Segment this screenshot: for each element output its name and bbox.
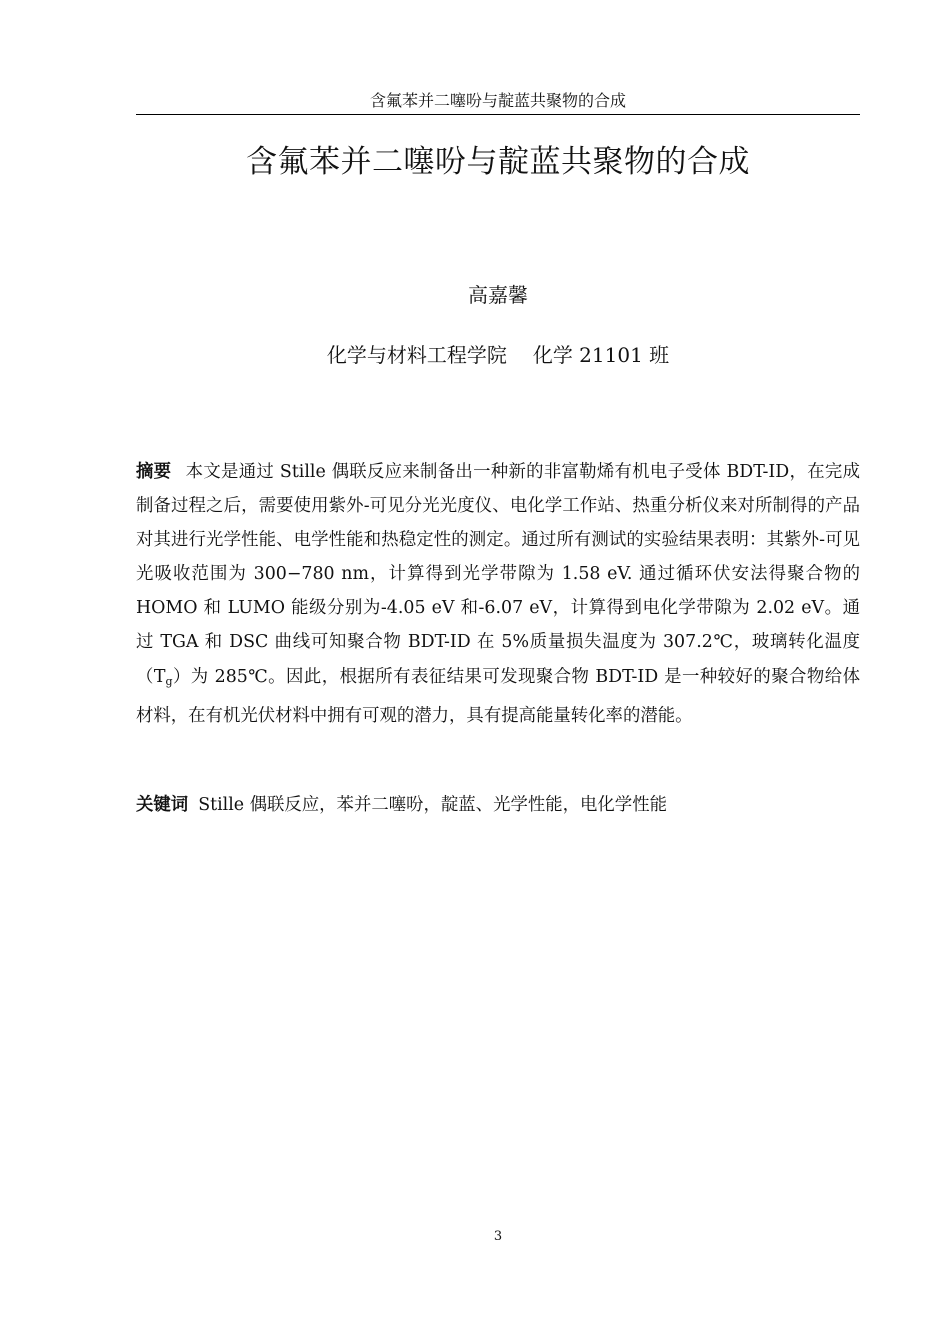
affiliation	[136, 340, 860, 370]
keywords-label: 关键词	[136, 795, 189, 815]
affiliation-school: 化学与材料工程学院	[326, 343, 507, 367]
author-name: 高嘉馨	[468, 283, 528, 307]
keywords	[136, 790, 860, 820]
abstract-label: 摘要	[136, 462, 172, 482]
affiliation-class: 化学 21101 班	[532, 343, 670, 367]
abstract	[136, 455, 860, 733]
keywords-text: Stille 偶联反应，苯并二噻吩，靛蓝、光学性能，电化学性能	[198, 795, 667, 815]
page-number: 3	[493, 1229, 503, 1244]
abstract-subscript: g	[165, 674, 173, 688]
abstract-text-part1: 本文是通过 Stille 偶联反应来制备出一种新的非富勒烯有机电子受体 BDT-ID，在完成制备过程之后，需要使用紫外-可见分光光度仪、电化学工作站、热重分析仪来对所制得的产品对其进行光学性能、电学性能和热稳定性的测定。通过所有测试的实验结果表明：其紫外-可见光吸收范围为 300−780 nm，计算得到光学带隙为 1.58 eV. 通过循环伏安法得聚合物的 HOMO 和 LUMO 能级分别为-4.05 eV 和-6.07 eV，计算得到电化学带隙为 2.02 eV。通过 TGA 和 DSC 曲线可知聚合物 BDT-ID 在 5%质量损失温度为 307.2℃，玻璃转化温度（T	[136, 462, 860, 687]
abstract-text-part2: ）为 285℃。因此，根据所有表征结果可发现聚合物 BDT-ID 是一种较好的聚合物给体材料，在有机光伏材料中拥有可观的潜力，具有提高能量转化率的潜能。	[136, 666, 860, 726]
running-header: 含氟苯并二噻吩与靛蓝共聚物的合成	[369, 91, 626, 110]
paper-title: 含氟苯并二噻吩与靛蓝共聚物的合成	[246, 144, 750, 180]
header-rule	[136, 114, 860, 115]
